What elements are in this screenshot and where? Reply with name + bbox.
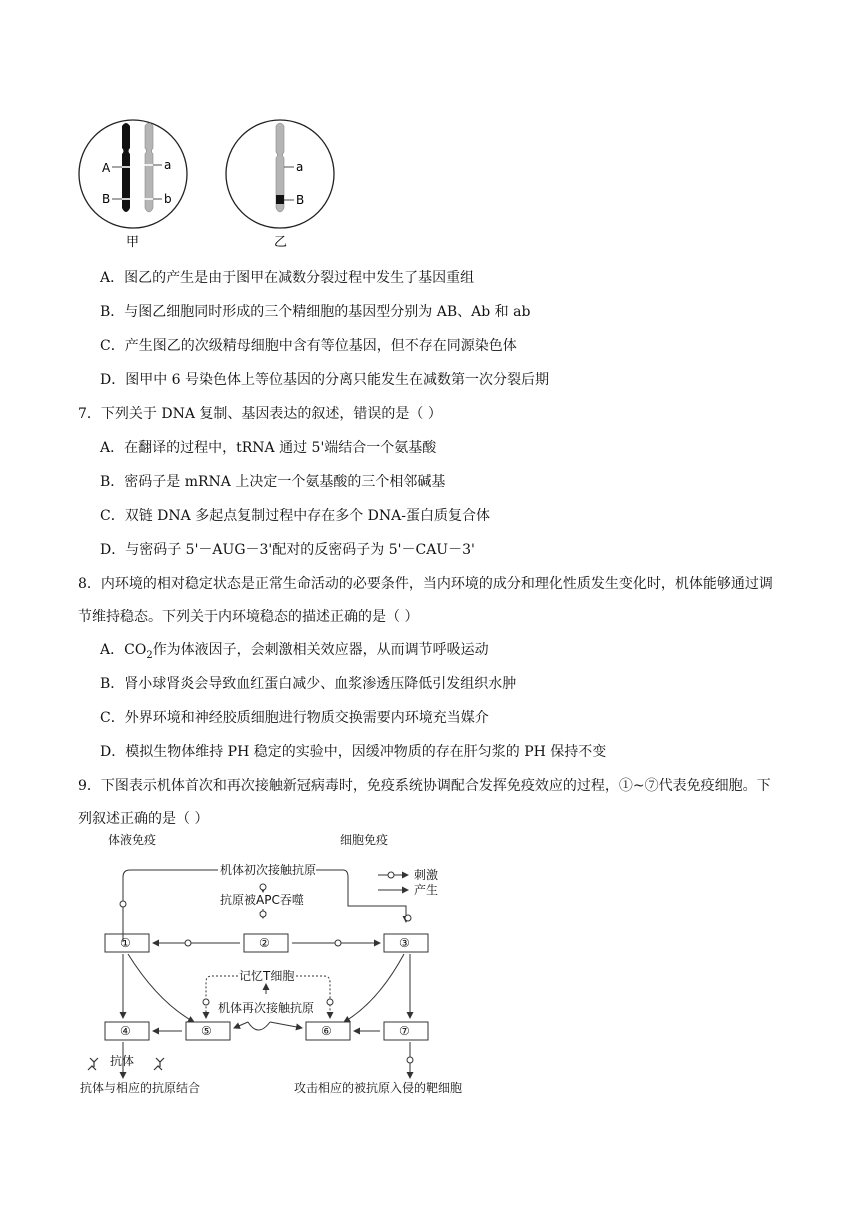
q8-option-a-sub: 2 xyxy=(146,649,153,661)
cell-yi-caption: 乙 xyxy=(274,235,288,250)
legend-produce: 产生 xyxy=(414,883,439,897)
cell-yi xyxy=(226,120,334,250)
label-apc: 抗原被APC吞噬 xyxy=(220,893,304,907)
label-humoral: 体液免疫 xyxy=(108,833,157,847)
chromosome-figure xyxy=(78,112,338,262)
q8-option-a-pre: A．CO xyxy=(100,642,147,658)
q8-option-b: B．肾小球肾炎会导致血红蛋白减少、血浆渗透压降低引发组织水肿 xyxy=(100,676,517,692)
legend-stimulate: 刺激 xyxy=(414,868,439,882)
label-attack-result: 攻击相应的被抗原入侵的靶细胞 xyxy=(294,1081,463,1095)
gene-B-label: B xyxy=(102,192,111,206)
yi-gene-B-label: B xyxy=(296,193,305,207)
box-2: ② xyxy=(259,936,270,950)
label-antibody-result: 抗体与相应的抗原结合 xyxy=(80,1081,201,1095)
q8-stem: 8．内环境的相对稳定状态是正常生命活动的必要条件，当内环境的成分和理化性质发生变化时，机体能够通过调节维持稳态。下列关于内环境稳态的描述正确的是（ ） xyxy=(78,576,773,625)
box-3: ③ xyxy=(399,936,410,950)
q7-option-c: C．双链 DNA 多起点复制过程中存在多个 DNA-蛋白质复合体 xyxy=(100,508,490,524)
gene-a-label: a xyxy=(164,158,172,172)
q6-option-d: D．图甲中 6 号染色体上等位基因的分离只能发生在减数第一次分裂后期 xyxy=(100,372,550,388)
q7-option-d: D．与密码子 5'－AUG－3'配对的反密码子为 5'－CAU－3' xyxy=(100,542,475,558)
q7-stem: 7．下列关于 DNA 复制、基因表达的叙述，错误的是（ ） xyxy=(78,406,442,422)
q8-option-d: D．模拟生物体维持 PH 稳定的实验中，因缓冲物质的存在肝匀浆的 PH 保持不变 xyxy=(100,744,607,760)
label-first-contact: 机体初次接触抗原 xyxy=(220,863,317,877)
label-cellular: 细胞免疫 xyxy=(340,833,389,847)
q6-option-a: A．图乙的产生是由于图甲在减数分裂过程中发生了基因重组 xyxy=(100,270,475,286)
box-6: ⑥ xyxy=(321,1024,332,1038)
label-memory-t: 记忆T细胞 xyxy=(239,969,295,983)
gene-A-label: A xyxy=(102,161,111,175)
immune-figure xyxy=(78,822,498,1102)
box-1: ① xyxy=(120,936,131,950)
box-7: ⑦ xyxy=(399,1024,410,1038)
q6-option-b: B．与图乙细胞同时形成的三个精细胞的基因型分别为 AB、Ab 和 ab xyxy=(100,304,531,320)
q8-option-a xyxy=(100,640,489,666)
cell-jia xyxy=(79,120,187,250)
q7-option-a: A．在翻译的过程中，tRNA 通过 5'端结合一个氨基酸 xyxy=(100,440,437,456)
box-4: ④ xyxy=(120,1024,131,1038)
label-second-contact: 机体再次接触抗原 xyxy=(218,1001,315,1015)
q8-option-c: C．外界环境和神经胶质细胞进行物质交换需要内环境充当媒介 xyxy=(100,710,489,726)
q8-option-a-post: 作为体液因子，会刺激相关效应器，从而调节呼吸运动 xyxy=(152,642,489,658)
q9-stem: 9．下图表示机体首次和再次接触新冠病毒时，免疫系统协调配合发挥免疫效应的过程，①~⑦代表免疫细胞。下列叙述正确的是（ ） xyxy=(78,778,771,827)
cell-jia-caption: 甲 xyxy=(126,235,140,250)
gene-b-label: b xyxy=(164,192,172,206)
box-5: ⑤ xyxy=(201,1024,212,1038)
q6-option-c: C．产生图乙的次级精母细胞中含有等位基因，但不存在同源染色体 xyxy=(100,338,517,354)
label-antibody: 抗体 xyxy=(110,1054,135,1068)
yi-gene-a-label: a xyxy=(296,160,304,174)
q7-option-b: B．密码子是 mRNA 上决定一个氨基酸的三个相邻碱基 xyxy=(100,474,446,490)
